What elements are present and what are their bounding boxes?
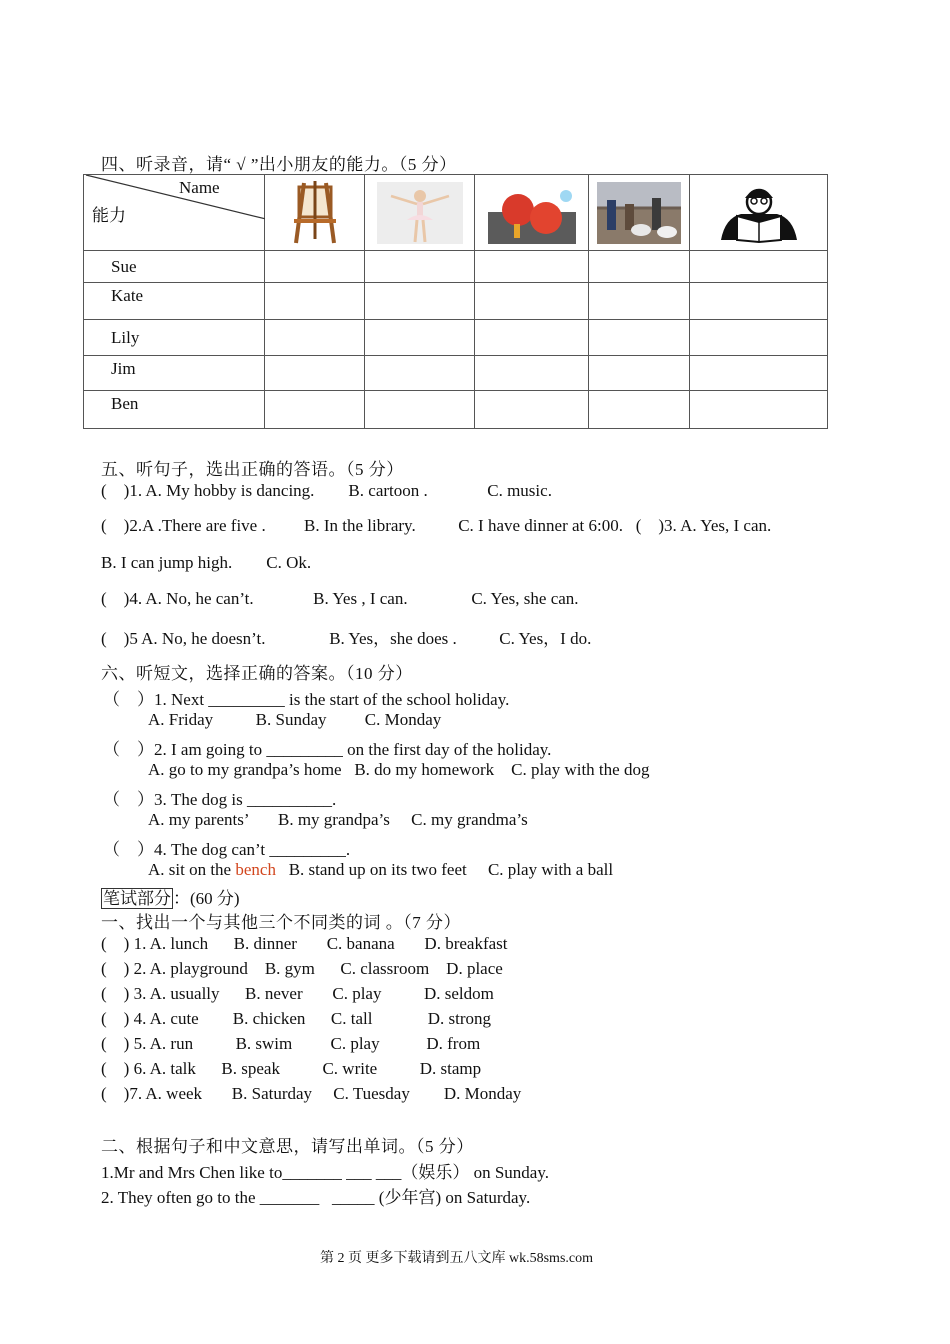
part1-line: ( )7. A. week B. Saturday C. Tuesday D. Monday	[101, 1084, 522, 1103]
check-cell[interactable]	[265, 320, 365, 356]
goats-farm-photo	[597, 182, 681, 244]
section6-options: A. go to my grandpa’s home B. do my homework C. play with the dog	[148, 760, 650, 779]
reading-boy-drawing	[711, 182, 807, 244]
check-cell[interactable]	[475, 391, 589, 429]
table-header-corner	[84, 175, 265, 251]
check-cell[interactable]	[475, 251, 589, 283]
section6-options	[148, 860, 613, 880]
check-cell[interactable]	[690, 251, 828, 283]
check-cell[interactable]	[589, 251, 690, 283]
check-cell[interactable]	[365, 320, 475, 356]
part1-line: ( ) 1. A. lunch B. dinner C. banana D. breakfast	[101, 934, 508, 953]
check-cell[interactable]	[690, 391, 828, 429]
check-cell[interactable]	[690, 356, 828, 391]
check-cell[interactable]	[365, 283, 475, 320]
picture-cell-pingpong	[475, 175, 589, 251]
part2-line	[101, 1158, 549, 1183]
section6-question: （ ）4. The dog can’t _________.	[103, 840, 351, 859]
part2-line1-start: 1.Mr and Mrs Chen like to_______	[101, 1163, 347, 1182]
check-cell[interactable]	[589, 320, 690, 356]
highlighted-word: bench	[235, 860, 276, 879]
header-ability-label: 能力	[92, 206, 126, 225]
part1-line: ( ) 3. A. usually B. never C. play D. seldom	[101, 984, 494, 1003]
check-cell[interactable]	[589, 391, 690, 429]
check-cell[interactable]	[265, 251, 365, 283]
part1-line: ( ) 6. A. talk B. speak C. write D. stamp	[101, 1059, 482, 1078]
section5-line: ( )4. A. No, he can’t. B. Yes , I can. C. Yes, she can.	[101, 589, 579, 608]
check-cell[interactable]	[265, 356, 365, 391]
written-part-label: 笔试部分	[103, 889, 171, 908]
check-cell[interactable]	[475, 283, 589, 320]
part1-title: 一、找出一个与其他三个不同类的词 。（7 分）	[101, 913, 461, 932]
section5-title: 五、听句子，选出正确的答语。（5 分）	[101, 460, 404, 479]
child-name-kate: Kate	[84, 283, 265, 320]
picture-cell-reading	[690, 175, 828, 251]
child-name-sue: Sue	[84, 251, 265, 283]
section6-options: A. Friday B. Sunday C. Monday	[148, 710, 442, 729]
check-cell[interactable]	[265, 391, 365, 429]
child-name-lily: Lily	[84, 320, 265, 356]
written-part-heading	[101, 884, 240, 909]
part2-line: 2. They often go to the _______ _____ (少年宫) on Saturday.	[101, 1188, 531, 1207]
section6-question: （ ）2. I am going to _________ on the first day of the holiday.	[103, 740, 552, 759]
option-text: A. sit on the	[148, 860, 236, 879]
check-cell[interactable]	[475, 356, 589, 391]
part1-line: ( ) 2. A. playground B. gym C. classroom D. place	[101, 959, 503, 978]
written-part-score: ：(60 分)	[173, 889, 240, 908]
section6-title: 六、听短文，选择正确的答案。（10 分）	[101, 664, 413, 683]
check-cell[interactable]	[589, 356, 690, 391]
picture-cell-ballet	[365, 175, 475, 251]
section5-line: ( )2.A .There are five . B. In the library. C. I have dinner at 6:00. ( )3. A. Yes, I can.	[101, 516, 772, 535]
check-cell[interactable]	[265, 283, 365, 320]
check-cell[interactable]	[589, 283, 690, 320]
picture-cell-easel	[265, 175, 365, 251]
part1-line: ( ) 4. A. cute B. chicken C. tall D. strong	[101, 1009, 492, 1028]
section4-title: 四、听录音，请“ √ ”出小朋友的能力。（5 分）	[101, 155, 457, 174]
part2-title: 二、根据句子和中文意思，请写出单词。（5 分）	[101, 1137, 474, 1156]
check-cell[interactable]	[365, 356, 475, 391]
section5-line: B. I can jump high. C. Ok.	[101, 553, 312, 572]
ballet-dancer-photo	[377, 182, 463, 244]
ability-table	[83, 174, 828, 429]
check-cell[interactable]	[475, 320, 589, 356]
section6-question: （ ）3. The dog is __________.	[103, 790, 337, 809]
check-cell[interactable]	[690, 320, 828, 356]
header-name-label: Name	[179, 178, 220, 197]
section5-line: ( )5 A. No, he doesn’t. B. Yes，she does . C. Yes，I do.	[101, 629, 592, 648]
check-cell[interactable]	[365, 251, 475, 283]
picture-cell-farm	[589, 175, 690, 251]
part2-line1-blanks: ___ ___	[346, 1163, 402, 1182]
check-cell[interactable]	[690, 283, 828, 320]
section6-options: A. my parents’ B. my grandpa’s C. my grandma’s	[148, 810, 528, 829]
part2-line1-end: （娱乐） on Sunday.	[401, 1163, 549, 1182]
check-cell[interactable]	[365, 391, 475, 429]
page-footer: 第 2 页 更多下载请到五八文库 wk.58sms.com	[320, 1251, 593, 1266]
child-name-ben: Ben	[84, 391, 265, 429]
child-name-jim: Jim	[84, 356, 265, 391]
section5-line: ( )1. A. My hobby is dancing. B. cartoon . C. music.	[101, 481, 552, 500]
part1-line: ( ) 5. A. run B. swim C. play D. from	[101, 1034, 481, 1053]
easel-icon	[290, 179, 340, 247]
ping-pong-photo	[488, 182, 576, 244]
option-text: B. stand up on its two feet C. play with a ball	[275, 860, 614, 879]
section6-question: （ ）1. Next _________ is the start of the school holiday.	[103, 690, 510, 709]
